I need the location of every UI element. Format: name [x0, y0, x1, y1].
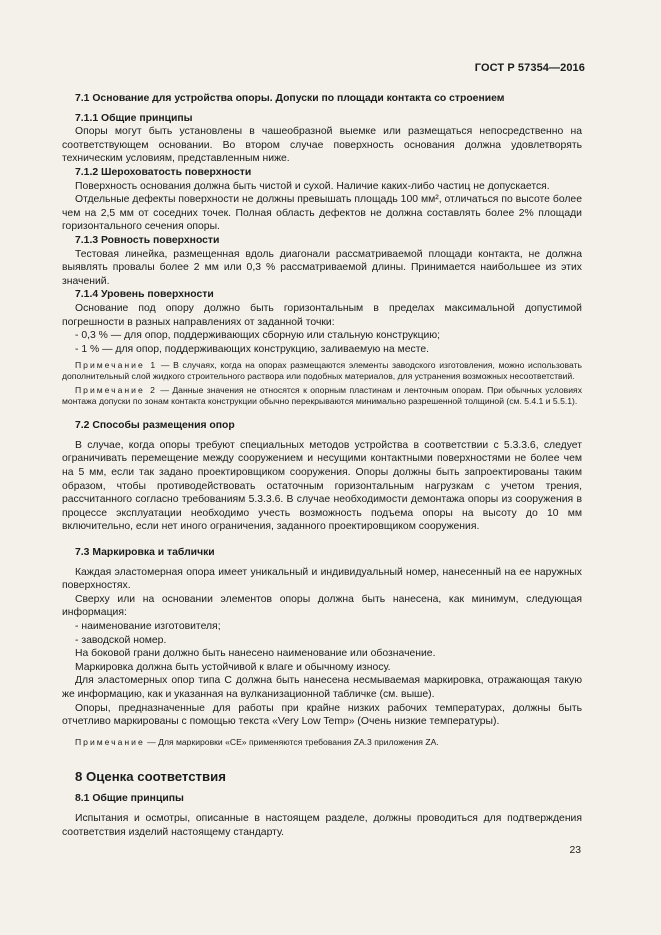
note-label: Примечание 2 — [75, 385, 157, 396]
list-item: - 0,3 % — для опор, поддерживающих сборную или стальную конструкцию; — [75, 330, 441, 342]
paragraph: Испытания и осмотры, описанные в настоящем разделе, должны проводиться для подтверждения соответствия изделий настоящему стандарту. — [62, 812, 582, 838]
paragraph: Маркировка должна быть устойчивой к влаге и обычному износу. — [75, 661, 391, 673]
note-label: Примечание 1 — [75, 360, 158, 371]
note-marking — [62, 737, 582, 748]
paragraph: Для эластомерных опор типа С должна быть нанесена несмываемая маркировка, отражающая такую же информацию, как и указанная на вулканизационной табличке (см. выше). — [62, 675, 582, 700]
note-text: — Данные значения не относятся к опорным пластинам и ленточным опорам. При обычных условиях монтажа допуски по зонам контакта конструкции обычно перекрываются минимально разрешенной толщиной (см. 5.4.1 и 5.5.1). — [62, 385, 582, 407]
note-1 — [62, 360, 582, 382]
paragraph: Основание под опору должно быть горизонтальным в пределах максимальной допустимой погрешности в разных направлениях от заданной точки: — [62, 302, 582, 328]
paragraph: Сверху или на основании элементов опоры должна быть нанесена, как минимум, следующая информация: — [62, 593, 582, 619]
section-7-1-1-title: 7.1.1 Общие принципы — [75, 112, 193, 124]
document-code: ГОСТ Р 57354—2016 — [474, 62, 585, 74]
list-item: - наименование изготовителя; — [75, 621, 221, 632]
section-7-1-4-title: 7.1.4 Уровень поверхности — [75, 289, 214, 301]
paragraph: В случае, когда опоры требуют специальных методов устройства в соответствии с 5.3.3.6, следует ограничивать перемещение между сооружением и несущими контактными поверхностями не более чем на 5 мм, если так задано проектировщиком сооружения. Опоры должны быть запроектированы таким образом, чтобы противодействовать остаточным горизонтальным нагрузкам с учетом трения, рассчитанного согласно требованиям 5.3.3.6. В случае необходимости демонтажа опоры из сооружения в процессе эксплуатации необходимо учесть возможность подъема опоры на высоту до 10 мм включительно, если нет иного ограничения, заданного проектировщиком сооружения. — [62, 439, 582, 533]
section-7-3-title: 7.3 Маркировка и таблички — [75, 547, 215, 559]
paragraph: Каждая эластомерная опора имеет уникальный и индивидуальный номер, нанесенный на ее наружных поверхностях. — [62, 566, 582, 592]
list-item: - 1 % — для опор, поддерживающих конструкцию, заливаемую на месте. — [75, 343, 430, 355]
note-label: Примечание — [75, 736, 145, 747]
section-7-2-title: 7.2 Способы размещения опор — [75, 420, 235, 432]
paragraph: Отдельные дефекты поверхности не должны превышать площадь 100 мм², отличаться по высоте более чем на 2,5 мм от соседних точек. Полная область дефектов не должна составлять более 2% площади горизонтального сечения опоры. — [62, 194, 582, 233]
section-7-1-2-title: 7.1.2 Шероховатость поверхности — [75, 166, 252, 178]
note-text: — В случаях, когда на опорах размещаются элементы заводского изготовления, можно использовать дополнительный слой жидкого строительного раствора или подобных материалов, для устранения возможных несоответствий. — [62, 360, 582, 382]
paragraph: Тестовая линейка, размещенная вдоль диагонали рассматриваемой площади контакта, не должна выявлять провалы более 2 мм или 0,3 % рассматриваемой длины. Принимается наибольшее из этих значений. — [62, 248, 582, 287]
paragraph: Опоры, предназначенные для работы при крайне низких рабочих температурах, должны быть отчетливо маркированы с помощью текста «Very Low Temp» (Очень низкие температуры). — [62, 702, 582, 728]
paragraph: На боковой грани должно быть нанесено наименование или обозначение. — [75, 648, 436, 660]
page-number: 23 — [569, 845, 581, 856]
paragraph: Опоры могут быть установлены в чашеобразной выемке или размещаться непосредственно на соответствующем основании. Во втором случае поверхность основания должна удовлетворять техническим условиям, представленным ниже. — [62, 126, 582, 165]
note-2 — [62, 385, 582, 407]
note-text: — Для маркировки «СЕ» применяются требования ZA.3 приложения ZA. — [144, 736, 439, 747]
section-7-1-title: 7.1 Основание для устройства опоры. Допуски по площади контакта со строением — [75, 93, 505, 104]
section-8-1-title: 8.1 Общие принципы — [75, 793, 184, 805]
page-content — [62, 92, 582, 839]
section-7-1-3-title: 7.1.3 Ровность поверхности — [75, 234, 220, 246]
list-item: - заводской номер. — [75, 634, 167, 646]
paragraph: Поверхность основания должна быть чистой и сухой. Наличие каких-либо частиц не допускается. — [75, 180, 550, 192]
section-8-title: 8 Оценка соответствия — [75, 768, 226, 784]
